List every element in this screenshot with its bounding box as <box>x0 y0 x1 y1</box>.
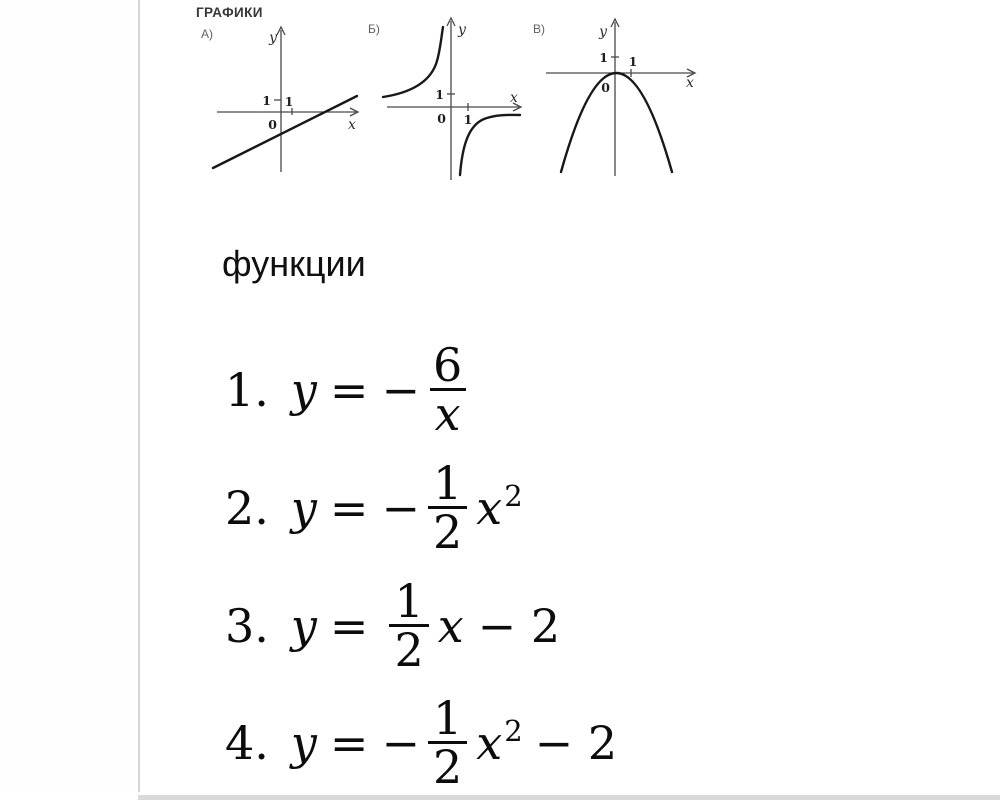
math-lhs: y <box>290 362 317 417</box>
fraction-denominator: 2 <box>389 624 428 673</box>
math-lhs: y <box>290 598 317 653</box>
graph-b-hyperbola-upper-branch <box>383 27 443 97</box>
fraction-denominator: x <box>430 388 466 437</box>
fraction-denominator: 2 <box>428 741 467 790</box>
fraction <box>428 338 467 441</box>
equals-sign: = <box>329 362 369 417</box>
graph-v-label: В) <box>533 22 545 36</box>
graph-a-y-axis-label: y <box>269 30 277 46</box>
graph-b-x-tick-label: 1 <box>463 112 473 127</box>
graph-v-origin-label: 0 <box>601 80 610 95</box>
trailing-terms <box>476 713 618 770</box>
fraction-numerator: 1 <box>432 456 463 510</box>
equals-sign: = <box>329 480 369 535</box>
trailing-terms <box>476 478 534 535</box>
math-lhs: y <box>290 715 317 770</box>
graph-a-label: А) <box>201 27 213 41</box>
fraction-numerator: 1 <box>432 691 463 745</box>
variable-term: x <box>476 715 503 770</box>
exponent: 2 <box>504 478 523 513</box>
minus-sign: − <box>381 715 420 770</box>
fraction-numerator: 1 <box>394 574 424 628</box>
graph-b-plot <box>363 14 529 188</box>
function-item-1 <box>225 338 490 441</box>
function-item-3 <box>225 574 561 677</box>
fraction-denominator: 2 <box>428 506 467 555</box>
graph-a-x-axis-label: x <box>348 117 356 133</box>
trailing-terms <box>437 598 561 653</box>
graph-a-plot <box>195 22 365 184</box>
graph-v-parabola-curve <box>561 73 672 172</box>
graph-a-x-tick-label: 1 <box>284 94 294 109</box>
fraction <box>428 691 467 794</box>
graph-b-y-axis-label: y <box>458 22 466 38</box>
graph-v-y-axis-label: y <box>599 24 607 40</box>
graph-v-plot <box>530 14 702 186</box>
function-item-4 <box>225 691 618 794</box>
minus-sign: − <box>381 480 420 535</box>
page-margin-rail <box>0 0 140 792</box>
graph-b-x-axis-label: x <box>510 90 518 106</box>
item-number: 4. <box>225 715 269 770</box>
variable-term: x <box>476 480 503 535</box>
constant-term: − 2 <box>534 715 618 770</box>
fraction-numerator: 6 <box>432 338 463 392</box>
graph-v-x-axis-label: x <box>686 75 694 91</box>
fraction <box>428 456 467 559</box>
graph-b-origin-label: 0 <box>437 111 446 126</box>
variable-term: x <box>437 598 464 653</box>
math-lhs: y <box>290 480 317 535</box>
equals-sign: = <box>329 598 369 653</box>
document-heading: ГРАФИКИ <box>196 5 263 20</box>
graph-b-y-tick-label: 1 <box>435 87 444 102</box>
graph-v-y-tick-label: 1 <box>599 50 608 65</box>
graph-v-x-tick-label: 1 <box>628 54 638 69</box>
exponent: 2 <box>504 713 523 748</box>
graph-b-label: Б) <box>368 22 380 36</box>
fraction <box>389 574 428 677</box>
graph-a-origin-label: 0 <box>268 117 277 132</box>
item-number: 1. <box>225 362 269 417</box>
minus-sign: − <box>381 362 420 417</box>
constant-term: − 2 <box>477 598 561 653</box>
page-bottom-edge <box>138 795 1000 800</box>
item-number: 3. <box>225 598 269 653</box>
function-item-2 <box>225 456 535 559</box>
functions-heading: функции <box>222 243 366 284</box>
trailing-terms <box>476 367 490 413</box>
item-number: 2. <box>225 480 269 535</box>
graph-a-y-tick-label: 1 <box>262 93 271 108</box>
equals-sign: = <box>329 715 369 770</box>
